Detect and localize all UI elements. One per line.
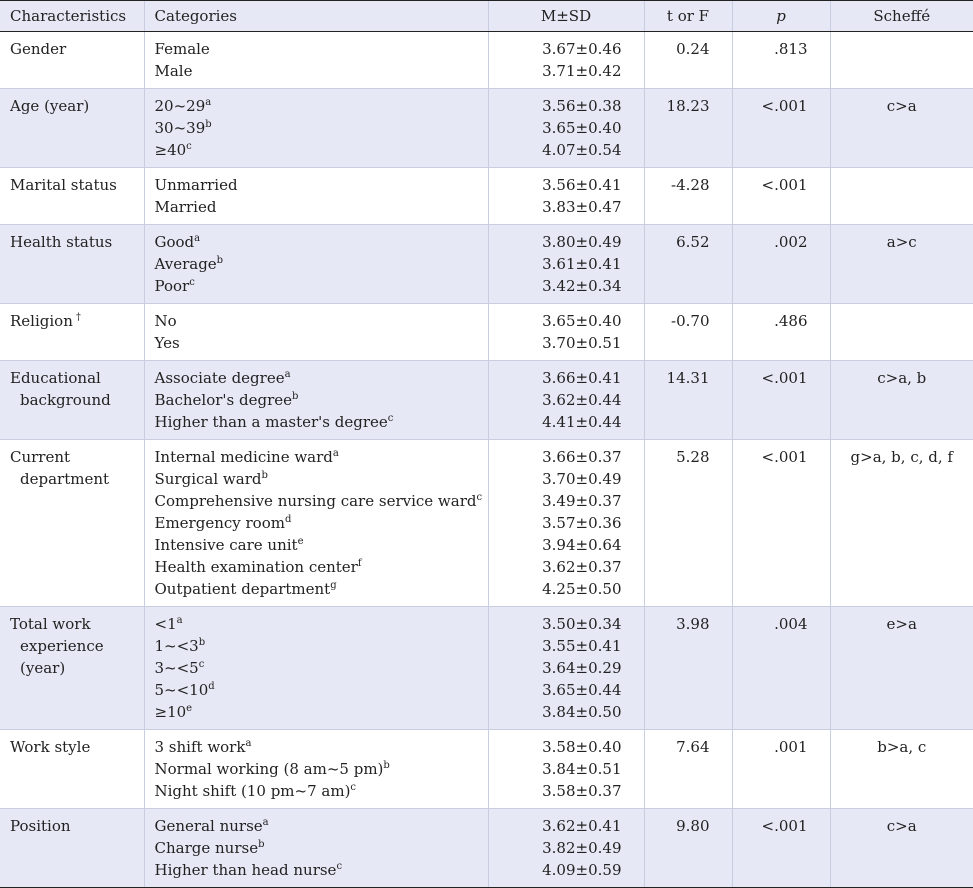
category-label: 1~<3: [154, 637, 199, 655]
characteristic-label: Religion †: [10, 312, 81, 330]
group-letter: c: [198, 659, 205, 670]
category-label: 30~39: [154, 119, 206, 137]
category-label: Emergency room: [154, 514, 285, 532]
msd-value: 3.65±0.40: [542, 119, 622, 137]
msd-value: 3.61±0.41: [542, 255, 622, 273]
msd-value: 3.57±0.36: [542, 514, 622, 532]
category-label: 3~<5: [154, 659, 199, 677]
category-label: Health examination center: [154, 558, 358, 576]
msd-cell: [488, 440, 644, 607]
table-row: [0, 304, 973, 361]
category-label: Night shift (10 pm~7 am): [154, 782, 351, 800]
category-label: Female: [154, 40, 210, 58]
categories-cell: [144, 361, 488, 440]
scheffe-cell: e>a: [830, 607, 973, 730]
category-item: [155, 38, 484, 60]
category-item: [155, 332, 484, 354]
group-letter: c: [186, 141, 192, 152]
msd-value: 3.84±0.50: [542, 703, 622, 721]
category-item: [155, 310, 484, 332]
category-label: Average: [154, 255, 217, 273]
msd-value: 3.56±0.38: [542, 97, 622, 115]
characteristic-label: Current: [10, 448, 71, 466]
group-letter: a: [194, 233, 201, 244]
header-row: [0, 1, 973, 32]
category-label: Higher than head nurse: [154, 861, 337, 879]
msd-value: 4.25±0.50: [542, 580, 622, 598]
characteristic-cell: [0, 304, 144, 361]
characteristic-label: Gender: [10, 40, 67, 58]
msd-cell: [488, 89, 644, 168]
group-letter: c: [189, 277, 195, 288]
p-value-cell: <.001: [732, 809, 830, 888]
scheffe-cell: [830, 32, 973, 89]
msd-value: 4.09±0.59: [542, 861, 622, 879]
msd-cell: [488, 607, 644, 730]
msd-value: 3.62±0.44: [542, 391, 622, 409]
category-label: 3 shift work: [154, 738, 246, 756]
msd-value: 3.49±0.37: [542, 492, 622, 510]
category-item: [155, 174, 484, 196]
t-or-f-cell: 0.24: [644, 32, 732, 89]
category-item: [155, 468, 484, 490]
categories-cell: [144, 168, 488, 225]
msd-cell: [488, 809, 644, 888]
scheffe-cell: c>a: [830, 809, 973, 888]
p-value-cell: .486: [732, 304, 830, 361]
scheffe-cell: c>a: [830, 89, 973, 168]
msd-value: 3.65±0.44: [542, 681, 622, 699]
table-row: [0, 32, 973, 89]
scheffe-cell: g>a, b, c, d, f: [830, 440, 973, 607]
characteristic-cell: [0, 168, 144, 225]
category-item: [155, 196, 484, 218]
categories-cell: [144, 809, 488, 888]
scheffe-cell: c>a, b: [830, 361, 973, 440]
group-letter: g: [330, 580, 337, 591]
group-letter: d: [208, 681, 215, 692]
category-item: [155, 367, 484, 389]
category-item: [155, 613, 484, 635]
category-item: [155, 679, 484, 701]
group-letter: d: [284, 514, 292, 525]
category-item: [155, 512, 484, 534]
msd-cell: [488, 32, 644, 89]
characteristic-label: Work style: [10, 738, 91, 756]
characteristic-cell: [0, 89, 144, 168]
msd-value: 3.42±0.34: [542, 277, 622, 295]
category-item: [155, 446, 484, 468]
footnote-mark: †: [75, 312, 81, 323]
category-label: ≥40: [154, 141, 187, 159]
characteristic-label: Health status: [10, 233, 113, 251]
category-item: [155, 815, 484, 837]
category-item: [155, 490, 484, 512]
category-label: Normal working (8 am~5 pm): [154, 760, 384, 778]
msd-cell: [488, 304, 644, 361]
p-value-cell: <.001: [732, 168, 830, 225]
category-item: [155, 657, 484, 679]
category-label: Married: [154, 198, 217, 216]
category-label: Higher than a master's degree: [154, 413, 388, 431]
t-or-f-cell: 9.80: [644, 809, 732, 888]
category-item: [155, 635, 484, 657]
category-label: Intensive care unit: [154, 536, 298, 554]
category-label: 20~29: [154, 97, 206, 115]
group-letter: b: [198, 637, 206, 648]
msd-value: 4.41±0.44: [542, 413, 622, 431]
msd-value: 3.62±0.37: [542, 558, 622, 576]
group-letter: e: [297, 536, 304, 547]
table-row: [0, 607, 973, 730]
header-msd: M±SD: [488, 1, 644, 32]
characteristic-cell: [0, 361, 144, 440]
p-value-cell: <.001: [732, 361, 830, 440]
group-letter: a: [262, 817, 269, 828]
categories-cell: [144, 304, 488, 361]
characteristic-cell: [0, 225, 144, 304]
group-letter: e: [186, 703, 193, 714]
msd-value: 3.71±0.42: [542, 62, 622, 80]
table-row: [0, 730, 973, 809]
msd-value: 3.55±0.41: [542, 637, 622, 655]
characteristic-label: experience: [20, 637, 104, 655]
category-item: [155, 253, 484, 275]
category-label: Bachelor's degree: [154, 391, 292, 409]
header-scheffe: Scheffé: [830, 1, 973, 32]
characteristic-cell: [0, 607, 144, 730]
t-or-f-cell: 6.52: [644, 225, 732, 304]
group-letter: c: [350, 782, 357, 793]
msd-value: 3.65±0.40: [542, 312, 622, 330]
category-item: [155, 837, 484, 859]
msd-value: 3.50±0.34: [542, 615, 622, 633]
msd-value: 3.58±0.40: [542, 738, 622, 756]
msd-value: 3.80±0.49: [542, 233, 622, 251]
header-t-or-f: t or F: [644, 1, 732, 32]
table-row: [0, 89, 973, 168]
group-letter: b: [205, 119, 212, 130]
group-letter: a: [176, 615, 183, 626]
characteristic-label: Total work: [10, 615, 91, 633]
characteristic-cell: [0, 730, 144, 809]
group-letter: a: [332, 448, 339, 459]
characteristic-label: background: [20, 391, 111, 409]
category-item: [155, 117, 484, 139]
group-letter: b: [261, 470, 268, 481]
category-item: [155, 701, 484, 723]
p-value-cell: <.001: [732, 89, 830, 168]
characteristic-label: Educational: [10, 369, 101, 387]
categories-cell: [144, 225, 488, 304]
characteristic-label: department: [20, 470, 110, 488]
group-letter: b: [258, 839, 265, 850]
t-or-f-cell: 5.28: [644, 440, 732, 607]
table-body: [0, 32, 973, 888]
category-label: Outpatient department: [154, 580, 331, 598]
category-label: Comprehensive nursing care service ward: [154, 492, 477, 510]
characteristic-cell: [0, 32, 144, 89]
category-item: [155, 534, 484, 556]
p-value-cell: .002: [732, 225, 830, 304]
category-label: <1: [154, 615, 177, 633]
categories-cell: [144, 440, 488, 607]
scheffe-cell: b>a, c: [830, 730, 973, 809]
categories-cell: [144, 89, 488, 168]
category-label: Associate degree: [154, 369, 285, 387]
msd-value: 3.84±0.51: [542, 760, 622, 778]
category-label: ≥10: [154, 703, 187, 721]
msd-value: 3.82±0.49: [542, 839, 622, 857]
category-item: [155, 389, 484, 411]
category-item: [155, 780, 484, 802]
group-letter: a: [284, 369, 291, 380]
category-item: [155, 758, 484, 780]
characteristic-cell: [0, 809, 144, 888]
t-or-f-cell: -0.70: [644, 304, 732, 361]
category-label: Good: [154, 233, 195, 251]
category-label: Unmarried: [154, 176, 238, 194]
category-item: [155, 556, 484, 578]
category-item: [155, 859, 484, 881]
category-label: Internal medicine ward: [154, 448, 333, 466]
msd-value: 3.56±0.41: [542, 176, 622, 194]
msd-cell: [488, 225, 644, 304]
group-letter: b: [292, 391, 299, 402]
category-label: Male: [154, 62, 193, 80]
category-item: [155, 275, 484, 297]
table-row: [0, 225, 973, 304]
msd-value: 3.70±0.49: [542, 470, 622, 488]
category-item: [155, 578, 484, 600]
category-label: Poor: [154, 277, 190, 295]
group-letter: b: [383, 760, 390, 771]
characteristic-label: (year): [20, 659, 66, 677]
msd-value: 3.83±0.47: [542, 198, 622, 216]
group-letter: f: [357, 558, 362, 569]
p-value-cell: <.001: [732, 440, 830, 607]
category-item: [155, 736, 484, 758]
t-or-f-cell: -4.28: [644, 168, 732, 225]
msd-value: 3.62±0.41: [542, 817, 622, 835]
msd-value: 3.58±0.37: [542, 782, 622, 800]
group-letter: c: [387, 413, 394, 424]
group-letter: c: [336, 861, 343, 872]
group-letter: c: [476, 492, 483, 503]
t-or-f-cell: 3.98: [644, 607, 732, 730]
msd-value: 3.66±0.37: [542, 448, 622, 466]
categories-cell: [144, 730, 488, 809]
msd-value: 3.67±0.46: [542, 40, 622, 58]
msd-value: 3.70±0.51: [542, 334, 622, 352]
p-value-cell: .813: [732, 32, 830, 89]
group-letter: a: [205, 97, 212, 108]
category-item: [155, 411, 484, 433]
scheffe-cell: a>c: [830, 225, 973, 304]
p-value-cell: .004: [732, 607, 830, 730]
group-letter: a: [245, 738, 252, 749]
category-label: 5~<10: [154, 681, 209, 699]
t-or-f-cell: 7.64: [644, 730, 732, 809]
t-or-f-cell: 14.31: [644, 361, 732, 440]
characteristic-label: Marital status: [10, 176, 117, 194]
category-item: [155, 95, 484, 117]
table-row: [0, 361, 973, 440]
header-categories: Categories: [144, 1, 488, 32]
characteristic-cell: [0, 440, 144, 607]
categories-cell: [144, 32, 488, 89]
scheffe-cell: [830, 304, 973, 361]
category-label: General nurse: [154, 817, 263, 835]
category-label: No: [154, 312, 177, 330]
p-value-cell: .001: [732, 730, 830, 809]
msd-cell: [488, 730, 644, 809]
msd-value: 3.64±0.29: [542, 659, 622, 677]
group-letter: b: [216, 255, 224, 266]
table-row: [0, 168, 973, 225]
msd-cell: [488, 168, 644, 225]
msd-cell: [488, 361, 644, 440]
table-row: [0, 809, 973, 888]
category-item: [155, 60, 484, 82]
category-label: Surgical ward: [154, 470, 262, 488]
categories-cell: [144, 607, 488, 730]
category-item: [155, 139, 484, 161]
msd-value: 3.94±0.64: [542, 536, 622, 554]
scheffe-cell: [830, 168, 973, 225]
t-or-f-cell: 18.23: [644, 89, 732, 168]
characteristic-label: Position: [10, 817, 71, 835]
category-item: [155, 231, 484, 253]
characteristic-label: Age (year): [10, 97, 90, 115]
table-row: [0, 440, 973, 607]
msd-value: 4.07±0.54: [542, 141, 622, 159]
header-characteristics: Characteristics: [0, 1, 144, 32]
category-label: Charge nurse: [154, 839, 259, 857]
msd-value: 3.66±0.41: [542, 369, 622, 387]
header-p: p: [732, 1, 830, 32]
category-label: Yes: [154, 334, 180, 352]
